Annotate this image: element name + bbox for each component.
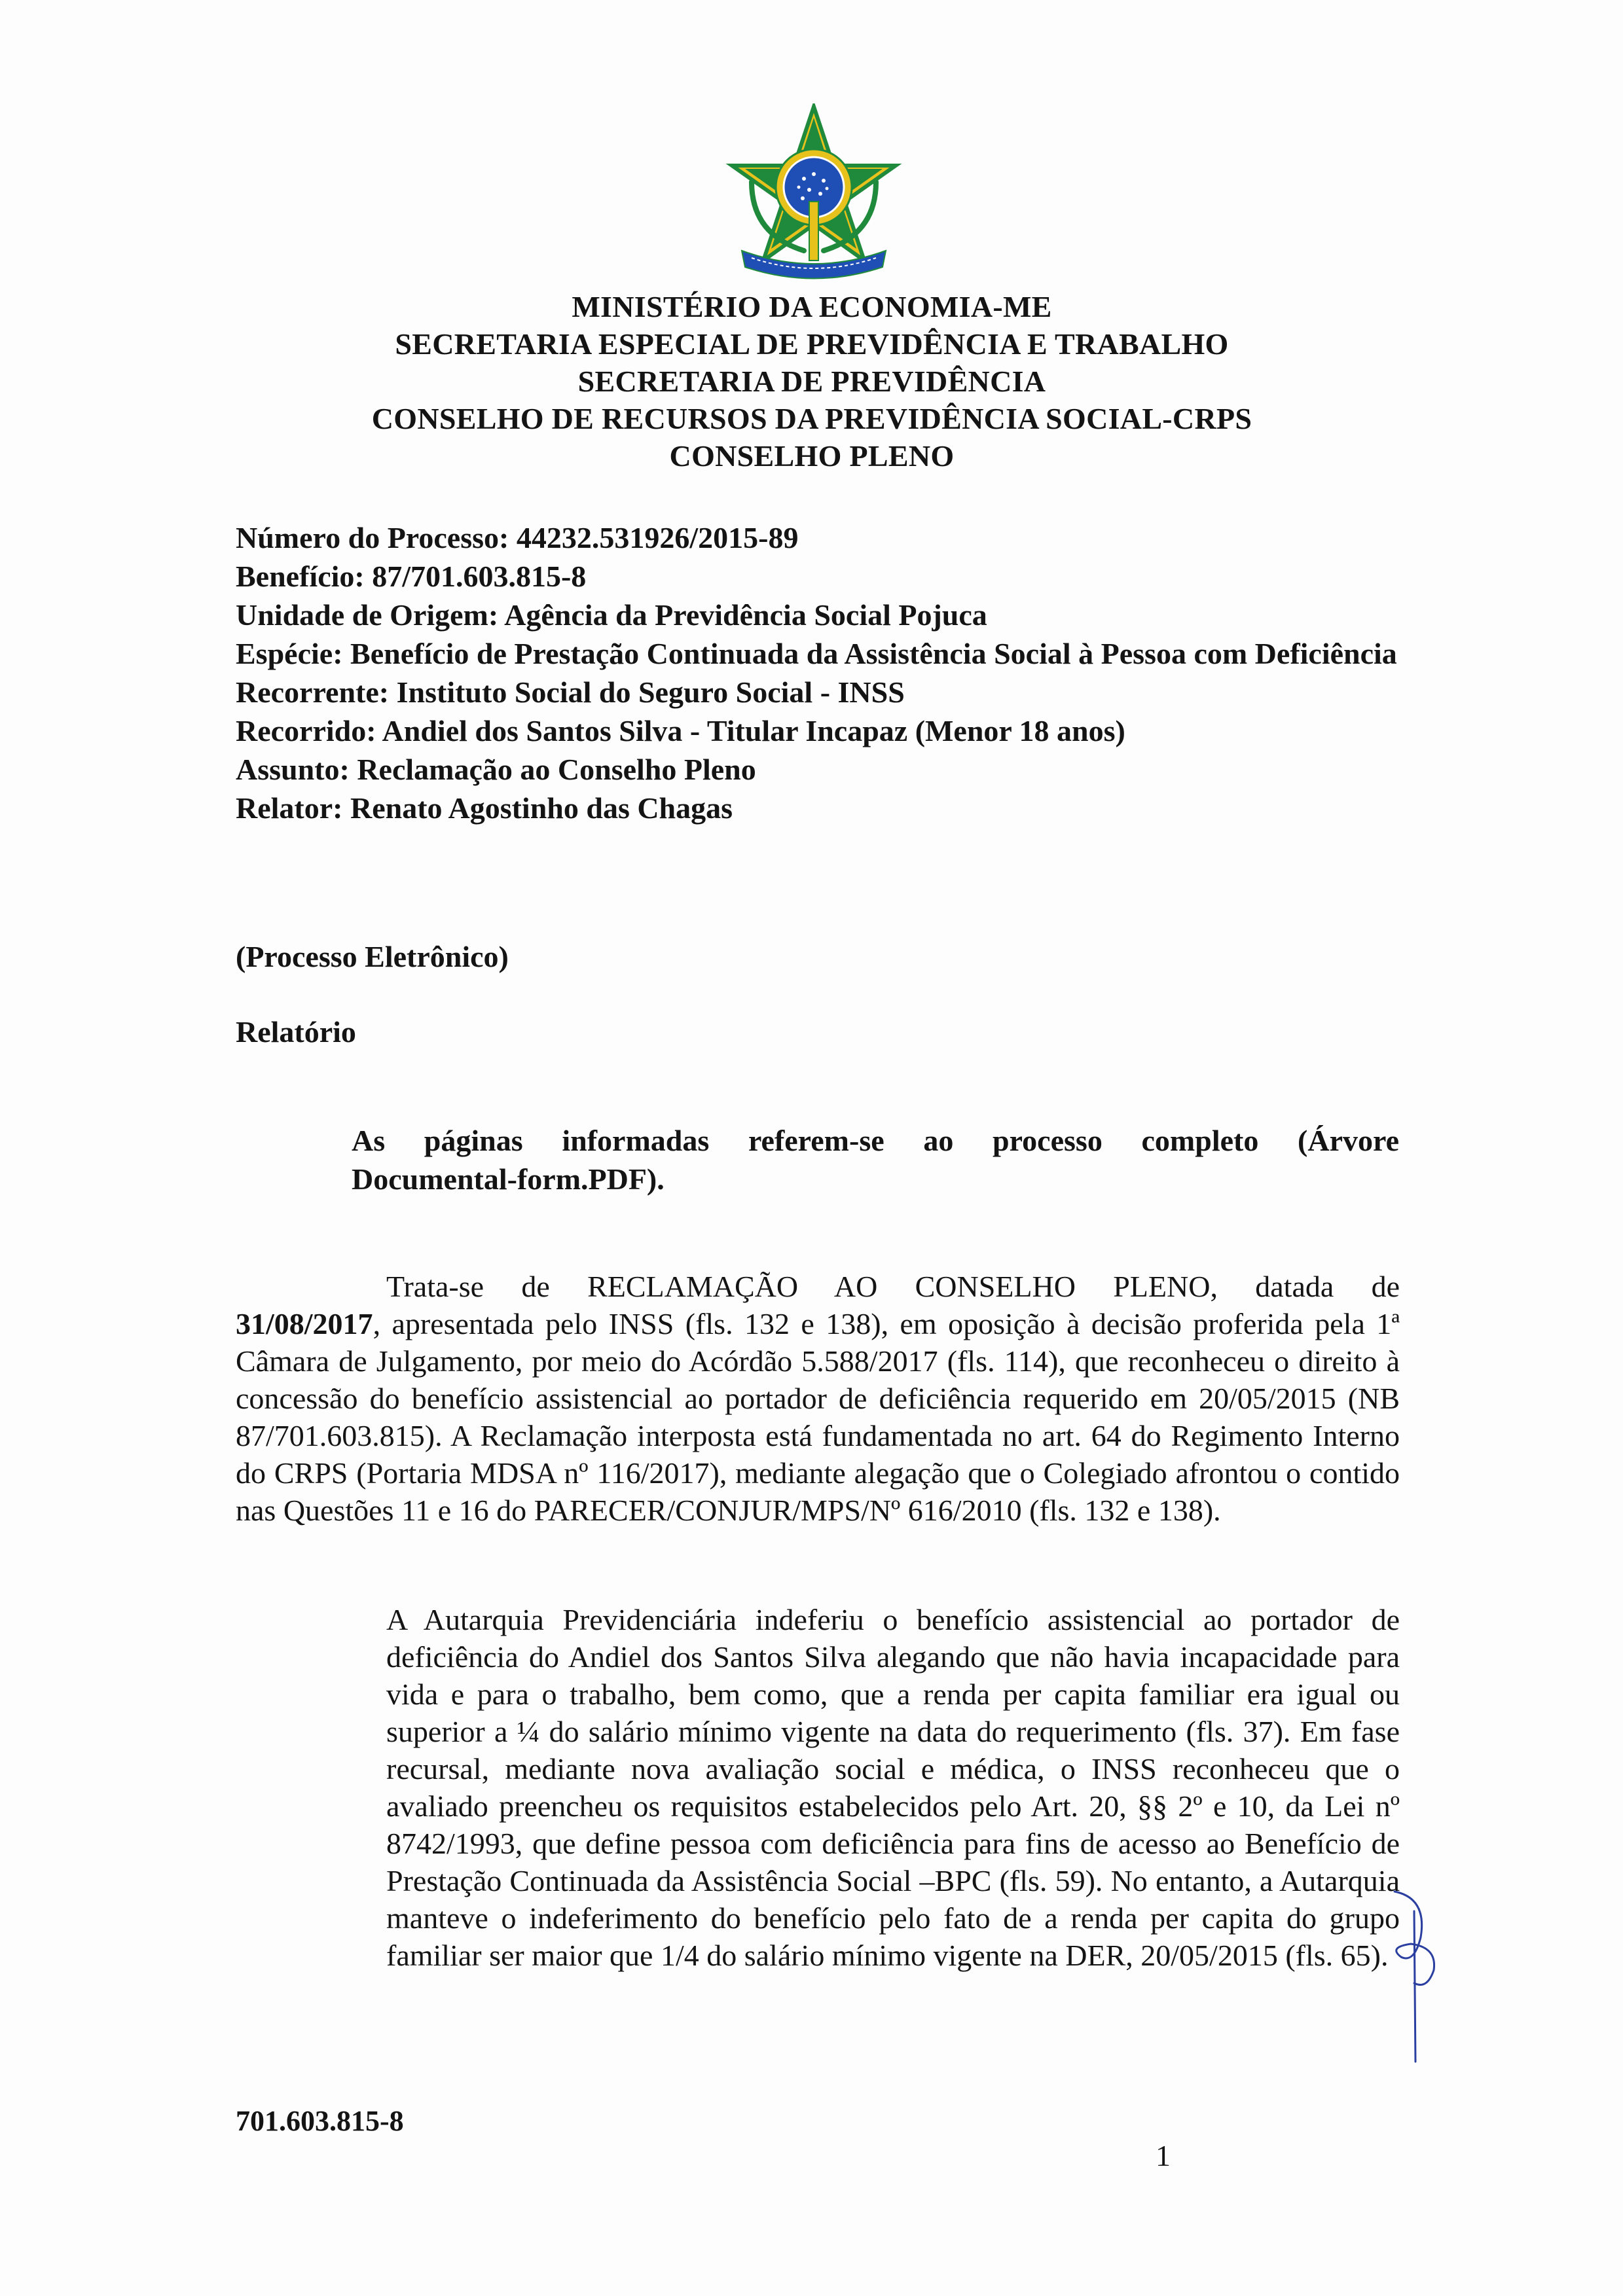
handwritten-initials-icon — [1375, 1885, 1453, 2068]
paragraph-2-text: A Autarquia Previdenciária indeferiu o benefício assistencial ao portador de deficiência do Andiel dos Santos Silva alegando que não havia incapacidade para vida e para o trabalho, bem como, que a renda per capita familiar era igual ou superior a ¼ do salário mínimo vigente na data do requerimento (fls. 37). Em fase recursal, mediante nova avaliação social e médica, o INSS reconheceu que o avaliado preencheu os requisitos estabelecidos pelo Art. 20, §§ 2º e 10, da Lei nº 8742/1993, que define pessoa com deficiência para fins de acesso ao Benefício de Prestação Continuada da Assistência Social –BPC (fls. 59). No entanto, a Autarquia manteve o indeferimento do benefício pelo fato de a renda per capita do grupo familiar ser maior que 1/4 do salário mínimo vigente na DER, 20/05/2015 (fls. 65). — [386, 1603, 1400, 1972]
relator: Relator: Renato Agostinho das Chagas — [236, 791, 733, 825]
paragraph-1-body — [236, 1305, 1400, 1529]
header-line: SECRETARIA ESPECIAL DE PREVIDÊNCIA E TRABALHO — [395, 327, 1229, 361]
header-line: SECRETARIA DE PREVIDÊNCIA — [577, 365, 1046, 398]
relatorio-heading: Relatório — [236, 1015, 356, 1049]
header-line: MINISTÉRIO DA ECONOMIA-ME — [572, 290, 1052, 323]
processo-eletronico-label: (Processo Eletrônico) — [236, 940, 509, 973]
brazil-coat-of-arms-icon — [725, 103, 902, 280]
pages-note — [352, 1121, 1399, 1198]
document-header — [196, 288, 1427, 475]
unidade-origem: Unidade de Origem: Agência da Previdência Social Pojuca — [236, 598, 987, 632]
assunto: Assunto: Reclamação ao Conselho Pleno — [236, 753, 756, 786]
recorrente: Recorrente: Instituto Social do Seguro Social - INSS — [236, 675, 905, 709]
process-metadata — [236, 518, 1400, 827]
pages-note-line: As páginas informadas referem-se ao processo completo (Árvore — [352, 1124, 1399, 1157]
page-number: 1 — [1156, 2139, 1171, 2172]
paragraph-1-date: 31/08/2017 — [236, 1307, 373, 1340]
footer-beneficio-number: 701.603.815-8 — [236, 2105, 404, 2137]
numero-processo: Número do Processo: 44232.531926/2015-89 — [236, 521, 799, 554]
paragraph-1-text: , apresentada pelo INSS (fls. 132 e 138), em oposição à decisão proferida pela 1ª Câmara de Julgamento, por meio do Acórdão 5.588/2017 (fls. 114), que reconheceu o direito à concessão do benefício assistencial ao portador de deficiência requerido em 20/05/2015 (NB 87/701.603.815). A Reclamação interposta está fundamentada no art. 64 do Regimento Interno do CRPS (Portaria MDSA nº 116/2017), mediante alegação que o Colegiado afrontou o contido nas Questões 11 e 16 do PARECER/CONJUR/MPS/Nº 616/2010 (fls. 132 e 138). — [236, 1307, 1400, 1527]
especie: Espécie: Benefício de Prestação Continuada da Assistência Social à Pessoa com Deficiência — [236, 637, 1397, 670]
paragraph-1 — [236, 1268, 1400, 1529]
paragraph-1-intro: Trata-se de RECLAMAÇÃO AO CONSELHO PLENO, datada de — [386, 1270, 1400, 1303]
beneficio: Benefício: 87/701.603.815-8 — [236, 560, 587, 593]
paragraph-2 — [236, 1601, 1400, 1974]
header-line: CONSELHO DE RECURSOS DA PREVIDÊNCIA SOCIAL-CRPS — [371, 402, 1252, 435]
pages-note-line: Documental-form.PDF). — [352, 1162, 665, 1196]
header-line: CONSELHO PLENO — [669, 439, 955, 473]
recorrido: Recorrido: Andiel dos Santos Silva - Titular Incapaz (Menor 18 anos) — [236, 714, 1125, 747]
